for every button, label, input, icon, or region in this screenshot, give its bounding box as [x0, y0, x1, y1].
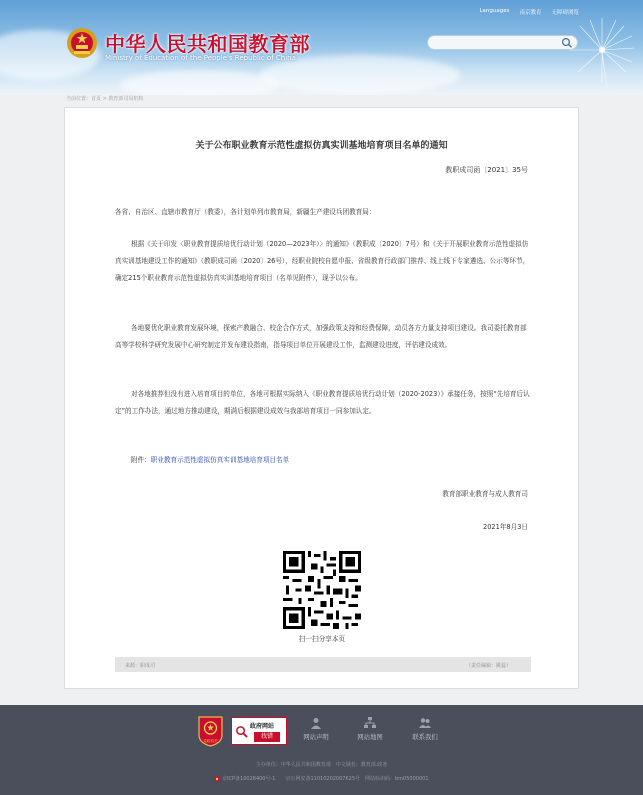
- qr-code: [283, 551, 361, 629]
- signature: 教育部职业教育与成人教育司: [442, 490, 528, 498]
- gov-badge-label: 党政机关: [203, 739, 218, 743]
- attachment-line: [131, 454, 289, 464]
- footer-record-line: [0, 775, 643, 782]
- nanjing-education-link[interactable]: 南京教育: [519, 10, 542, 16]
- report-badge-title: 政府网站: [250, 723, 275, 730]
- police-badge-icon: [214, 776, 220, 782]
- footer-nav-label: 网站地图: [357, 733, 383, 741]
- paragraph-1: 根据《关于印发〈职业教育提质培优行动计划（2020—2023年）〉的通知》（教职成〔2020〕7号）和《关于开展职业教育示范性虚拟仿真实训基地建设工作的通知》（教职成司函〔2020〕26号），经职业院校自愿申报、省级教育行政部门推荐、线上线下专家遴选、公示等环节，确定215个职业教育示范性虚拟仿真实训基地培育项目（名单见附件），现予以公布。: [115, 240, 530, 282]
- editor-label: （责任编辑：姚蕊）: [465, 663, 511, 669]
- site-footer: [0, 705, 643, 795]
- accessibility-link[interactable]: 无障碍浏览: [551, 10, 579, 16]
- site-header: [0, 0, 643, 95]
- footer-sponsor-line: 主办单位：中华人民共和国教育部 中文域名：教育部.政务: [255, 762, 388, 768]
- paragraph-3: 对各地推荐但没有进入培育项目的单位，各地可根据实际纳入《职业教育提质培优行动计划（2020-2023）》承接任务，按照“先培育后认定”的工作办法，通过地方推动建设，期满后根据建设成效与我部培育项目一同参加认定。: [115, 390, 530, 415]
- document-number: 教职成司函〔2021〕35号: [445, 166, 528, 174]
- article-panel: [64, 107, 579, 689]
- header-cloud: [120, 70, 280, 95]
- magnifier-icon: [235, 725, 248, 738]
- salutation: 各省、自治区、直辖市教育厅（教委），各计划单列市教育局，新疆生产建设兵团教育局：: [115, 208, 376, 216]
- attachment-prefix: 附件：: [131, 456, 151, 464]
- footer-record-text: 京ICP备10028400号-1 京公网安备11010202007625号 网站标识码：bm05000001: [222, 776, 429, 782]
- attachment-link[interactable]: 职业教育示范性虚拟仿真实训基地培育项目名单: [150, 456, 290, 464]
- source-bar: [115, 657, 531, 672]
- users-icon: [419, 717, 431, 729]
- footer-nav-statement[interactable]: [296, 717, 336, 741]
- national-emblem-icon[interactable]: [66, 27, 98, 59]
- dandelion-decoration: [560, 10, 643, 95]
- languages-link[interactable]: Languages: [479, 8, 510, 14]
- site-subtitle: Ministry of Education of the People's Republic of China: [105, 54, 296, 62]
- footer-nav-label: 网站声明: [303, 733, 329, 741]
- sitemap-icon: [364, 717, 376, 729]
- article-title: 关于公布职业教育示范性虚拟仿真实训基地培育项目名单的通知: [195, 141, 448, 151]
- search-box: [427, 35, 578, 50]
- party-gov-badge-icon[interactable]: [197, 715, 224, 747]
- footer-nav-sitemap[interactable]: [350, 717, 390, 741]
- qr-label: 扫一扫分享本页: [298, 635, 346, 643]
- person-icon: [310, 717, 322, 729]
- breadcrumb[interactable]: 当前位置：首页 > 教育部司局机构: [66, 96, 144, 102]
- paragraph-2: 各地要优化职业教育发展环境，探索产教融合、校企合作方式，加强政策支持和经费保障，动员各方力量支持项目建设。我司委托教育部高等学校科学研究发展中心研究制定并发布建设指南，指导项目单位开展建设工作，监测建设进度，评估建设成效。: [115, 324, 527, 349]
- report-error-badge[interactable]: [231, 717, 287, 745]
- publish-date: 2021年8月3日: [483, 523, 528, 531]
- source-label: 来源：职成司: [125, 663, 156, 669]
- report-badge-sub: 找错: [254, 732, 280, 742]
- footer-nav-contact[interactable]: [405, 717, 445, 741]
- search-input[interactable]: [436, 37, 556, 48]
- site-title[interactable]: 中华人民共和国教育部: [105, 32, 310, 56]
- footer-nav-label: 联系我们: [412, 733, 438, 741]
